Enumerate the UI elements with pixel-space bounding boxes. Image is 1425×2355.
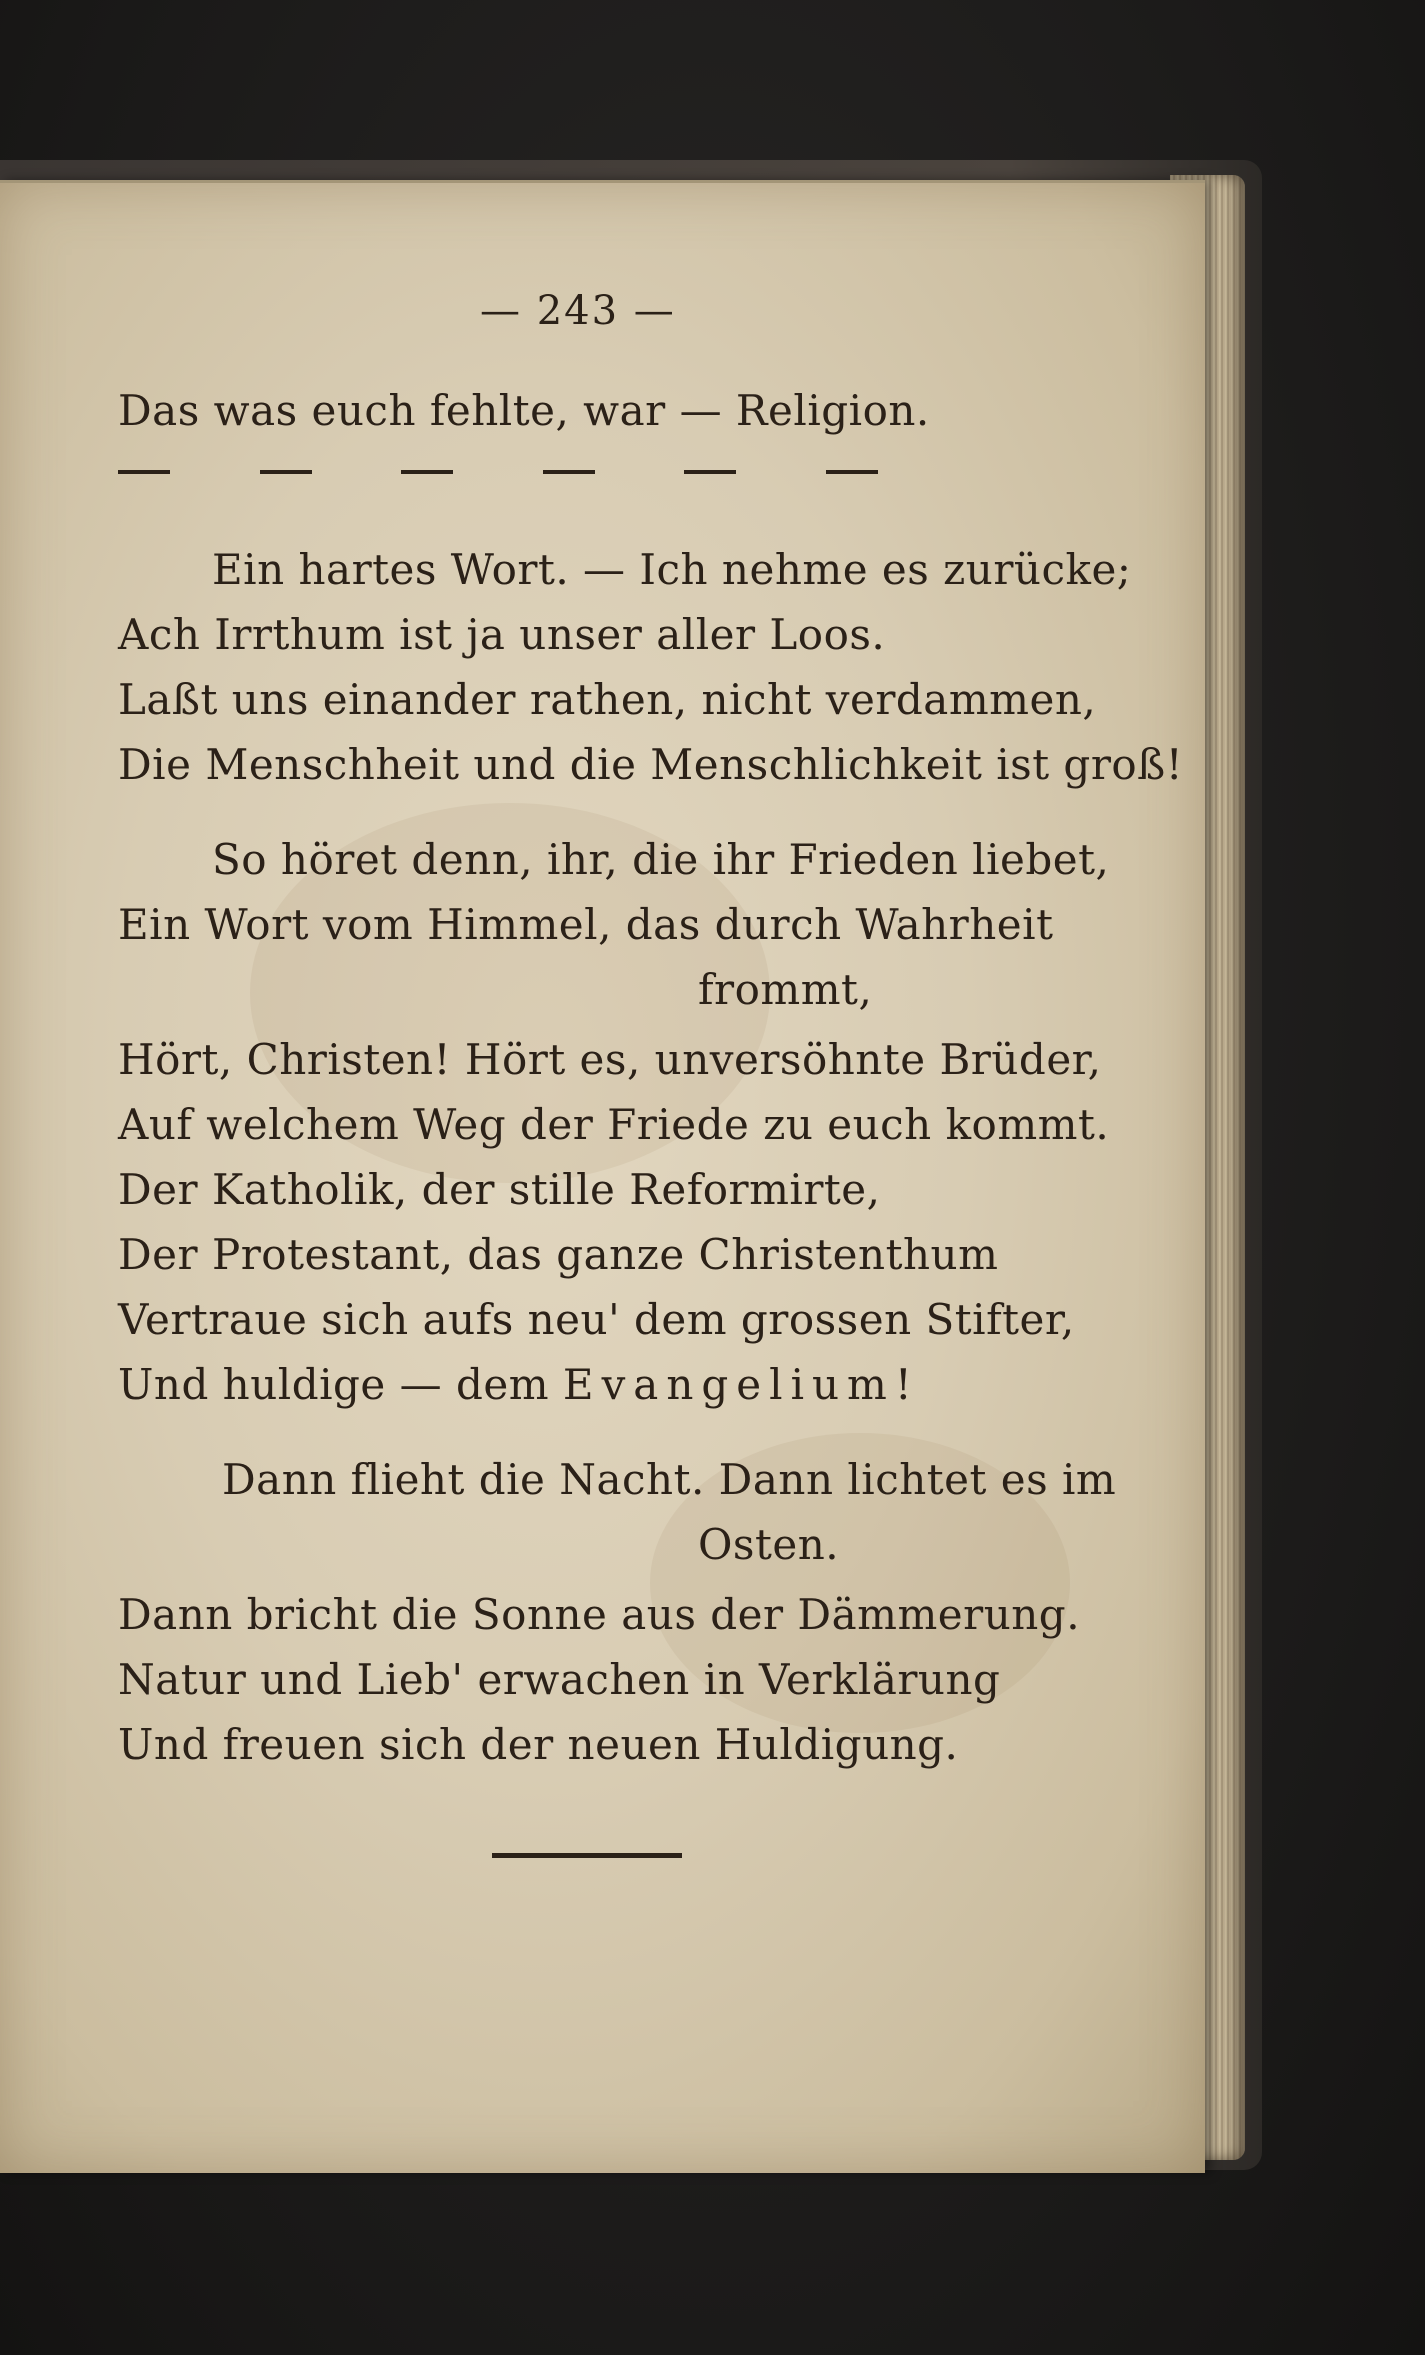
opening-line: Das was euch fehlte, war — Religion.: [118, 386, 930, 435]
separator-dash: [826, 470, 878, 474]
stanza-line: Der Protestant, das ganze Christenthum: [118, 1230, 999, 1279]
separator-dashes: [118, 470, 878, 474]
stanza-line: Ein Wort vom Himmel, das durch Wahrheit: [118, 900, 1054, 949]
stanza-line: Ach Irrthum ist ja unser aller Loos.: [118, 610, 886, 659]
stanza-line-last: [118, 1360, 920, 1409]
stanza-line: Auf welchem Weg der Friede zu euch kommt.: [118, 1100, 1110, 1149]
stanza-line: Und freuen sich der neuen Huldigung.: [118, 1720, 959, 1769]
spaced-word: Evangelium!: [562, 1360, 920, 1409]
separator-dash: [260, 470, 312, 474]
stanza-line: Hört, Christen! Hört es, unversöhnte Brüder,: [118, 1035, 1102, 1084]
stanza-line-prefix: dem: [455, 1360, 550, 1409]
stanza-line: Natur und Lieb' erwachen in Verklärung: [118, 1655, 1001, 1704]
stanza-line: Osten.: [698, 1520, 840, 1569]
stanza-line: frommt,: [698, 965, 873, 1014]
separator-dash: [401, 470, 453, 474]
stanza-line: Ein hartes Wort. — Ich nehme es zurücke;: [212, 545, 1132, 594]
separator-dash: [543, 470, 595, 474]
stanza-line: Der Katholik, der stille Reformirte,: [118, 1165, 881, 1214]
closing-rule: [492, 1853, 682, 1858]
stanza-line: Dann bricht die Sonne aus der Dämmerung.: [118, 1590, 1081, 1639]
separator-dash: [118, 470, 170, 474]
stanza-line: Vertraue sich aufs neu' dem grossen Stifter,: [118, 1295, 1075, 1344]
stanza-line: So höret denn, ihr, die ihr Frieden liebet,: [212, 835, 1110, 884]
stanza-line: Die Menschheit und die Menschlichkeit ist groß!: [118, 740, 1184, 789]
separator-dash: [684, 470, 736, 474]
stanza-line: Laßt uns einander rathen, nicht verdammen,: [118, 675, 1097, 724]
stanza-line: Dann flieht die Nacht. Dann lichtet es im: [222, 1455, 1117, 1504]
page-number: — 243 —: [480, 288, 676, 334]
stanza-line-start: Und huldige —: [118, 1360, 443, 1409]
